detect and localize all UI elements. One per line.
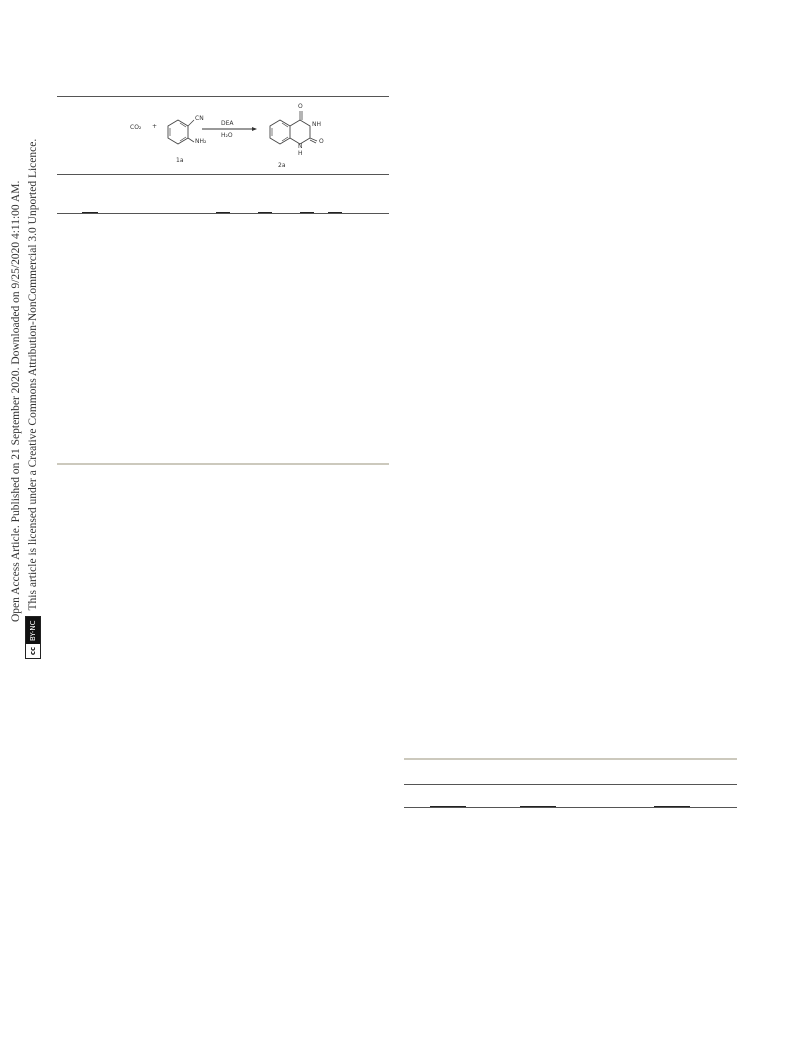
cc-badge-text: BY-NC (26, 617, 40, 644)
column-underline (300, 212, 314, 213)
table-top-rule (57, 96, 389, 97)
cc-circle-icon: cc (29, 646, 37, 656)
nh2-label: NH₂ (195, 138, 207, 145)
column-underline (258, 212, 272, 213)
table2-header-bottom-rule (404, 807, 737, 808)
column-underline (430, 806, 466, 807)
reagent-bottom-label: H₂O (221, 132, 233, 139)
product-o-top: O (298, 103, 303, 110)
plus-sign: + (152, 123, 158, 130)
table-header-rule (57, 174, 389, 175)
licence-line (25, 139, 41, 659)
cc-license-icon[interactable] (25, 616, 41, 659)
reagent-top-label: DEA (221, 120, 234, 127)
cn-label: CN (195, 115, 204, 122)
column-underline (654, 806, 690, 807)
product-label-2a: 2a (278, 162, 286, 169)
product-h: H (298, 150, 303, 157)
table2-top-rule (404, 758, 737, 760)
table-bottom-rule (57, 463, 389, 465)
table-header-bottom-rule (57, 213, 389, 214)
column-underline (328, 212, 342, 213)
table2-header-rule (404, 784, 737, 785)
licence-text[interactable]: This article is licensed under a Creative Commons Attribution-NonCommercial 3.0 Unported Licence. (27, 138, 39, 611)
column-underline (520, 806, 556, 807)
reactant-label-1a: 1a (176, 157, 184, 164)
co2-label: CO₂ (130, 124, 142, 131)
column-underline (82, 212, 98, 213)
open-access-line: Open Access Article. Published on 21 September 2020. Downloaded on 9/25/2020 4:11:00 AM. (10, 180, 22, 622)
column-underline (216, 212, 230, 213)
reaction-scheme (120, 102, 340, 174)
product-nh: NH (312, 121, 321, 128)
product-n: N (298, 143, 303, 150)
product-o-right: O (319, 138, 324, 145)
publication-sidebar (4, 120, 40, 660)
